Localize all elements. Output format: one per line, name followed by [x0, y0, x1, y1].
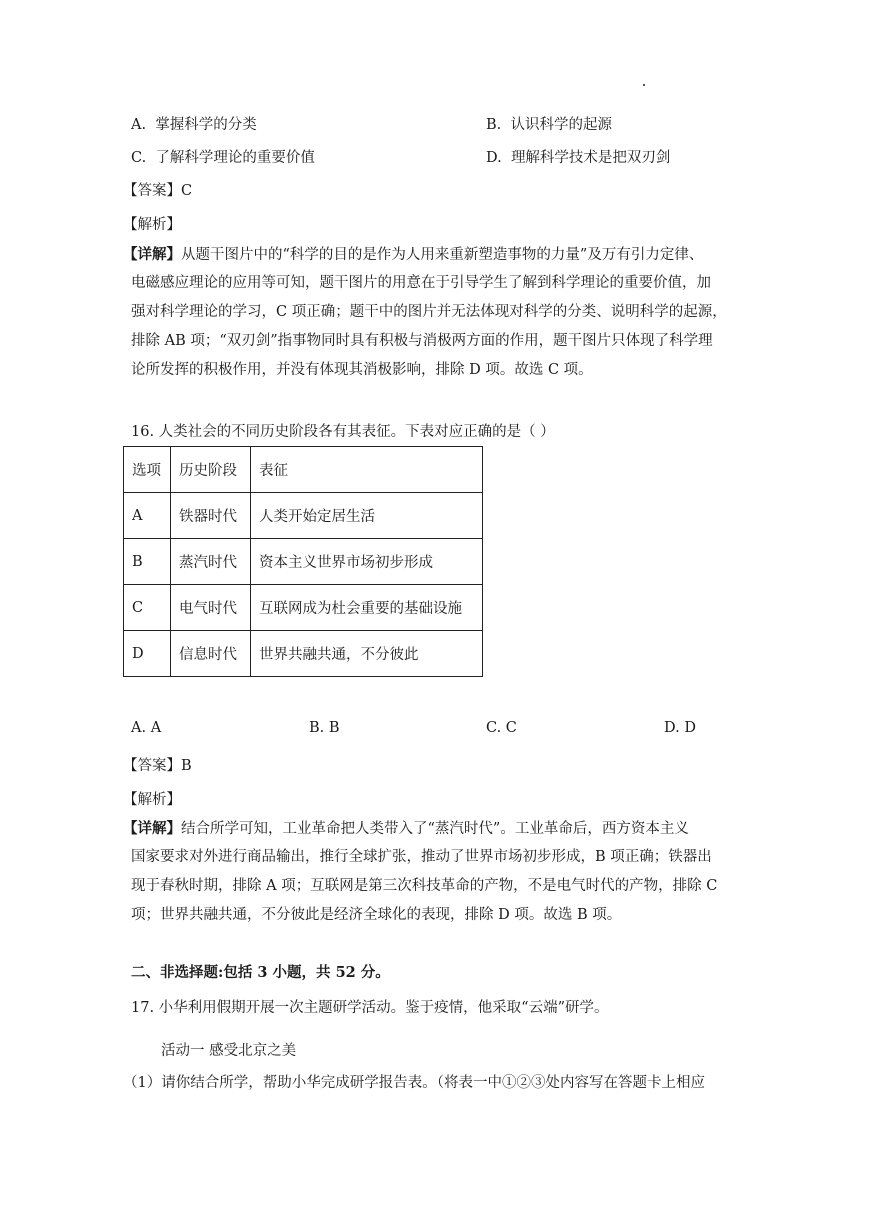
- q16-detail: 【详解】结合所学可知，工业革命把人类带入了“蒸汽时代”。工业革命后，西方资本主义 国家要求对外进行商品输出，推行全球扩张，推动了世界市场初步形成，B 项正确；铁器出 现于春秋时期，排除 A 项；互联网是第三次科技革命的产物，不是电气时代的产物，排除 C 项；世界共融共通，不分彼此是经济全球化的表现，排除 D 项。故选 B 项。: [123, 820, 718, 923]
- table-header-cell: 历史阶段: [171, 447, 251, 493]
- table-cell: 信息时代: [171, 631, 251, 677]
- q17-subquestion-1: （1）请你结合所学，帮助小华完成研学报告表。（将表一中①②③处内容写在答题卡上相应: [123, 1075, 705, 1091]
- table-cell: B: [124, 539, 171, 585]
- table-cell: 人类开始定居生活: [251, 493, 483, 539]
- q16-option-d: D. D: [664, 720, 696, 736]
- q16-answer: 【答案】B: [123, 758, 192, 774]
- table-cell: A: [124, 493, 171, 539]
- q15-option-d: D. 理解科学技术是把双刃剑: [486, 150, 671, 166]
- q15-answer: 【答案】C: [123, 183, 193, 199]
- table-row: [124, 631, 483, 677]
- q15-option-c: C. 了解科学理论的重要价值: [131, 150, 315, 166]
- table-cell: D: [124, 631, 171, 677]
- q16-option-c: C. C: [486, 720, 517, 736]
- table-row: [124, 539, 483, 585]
- q15-analysis-label: 【解析】: [123, 217, 181, 233]
- table-cell: 电气时代: [171, 585, 251, 631]
- q16-table: [123, 446, 483, 677]
- page-mark-dot: [643, 84, 645, 86]
- table-row: [124, 585, 483, 631]
- q17-activity: 活动一 感受北京之美: [161, 1043, 297, 1059]
- q15-detail-label: 【详解】: [123, 246, 181, 263]
- q15-detail: 【详解】从题干图片中的“科学的目的是作为人用来重新塑造事物的力量”及万有引力定律、 电磁感应理论的应用等可知，题干图片的用意在于引导学生了解到科学理论的重要价值，加 强对科学理论的学习，C 项正确；题干中的图片并无法体现对科学的分类、说明科学的起源， 排除 AB 项；“双刃剑”指事物同时具有积极与消极两方面的作用，题干图片只体现了科学理 论所发挥的积极作用，并没有体现其消极影响，排除 D 项。故选 C 项。: [123, 246, 727, 378]
- table-header-cell: 选项: [124, 447, 171, 493]
- table-cell: 资本主义世界市场初步形成: [251, 539, 483, 585]
- q16-option-a: A. A: [131, 720, 162, 736]
- q16-option-b: B. B: [309, 720, 340, 736]
- q16-detail-label: 【详解】: [123, 820, 181, 837]
- q17-question: 17. 小华利用假期开展一次主题研学活动。鉴于疫情，他采取“云端”研学。: [131, 1000, 609, 1016]
- table-cell: C: [124, 585, 171, 631]
- table-cell: 蒸汽时代: [171, 539, 251, 585]
- table-cell: 世界共融共通，不分彼此: [251, 631, 483, 677]
- table-header-cell: 表征: [251, 447, 483, 493]
- q15-option-a: A. 掌握科学的分类: [131, 117, 257, 133]
- q16-question: 16. 人类社会的不同历史阶段各有其表征。下表对应正确的是（ ）: [131, 424, 555, 440]
- table-header-row: [124, 447, 483, 493]
- table-cell: 铁器时代: [171, 493, 251, 539]
- q15-option-b: B. 认识科学的起源: [486, 117, 612, 133]
- q16-analysis-label: 【解析】: [123, 792, 181, 808]
- table-cell: 互联网成为杜会重要的基础设施: [251, 585, 483, 631]
- section-title: 二、非选择题:包括 3 小题，共 52 分。: [131, 964, 390, 981]
- table-row: [124, 493, 483, 539]
